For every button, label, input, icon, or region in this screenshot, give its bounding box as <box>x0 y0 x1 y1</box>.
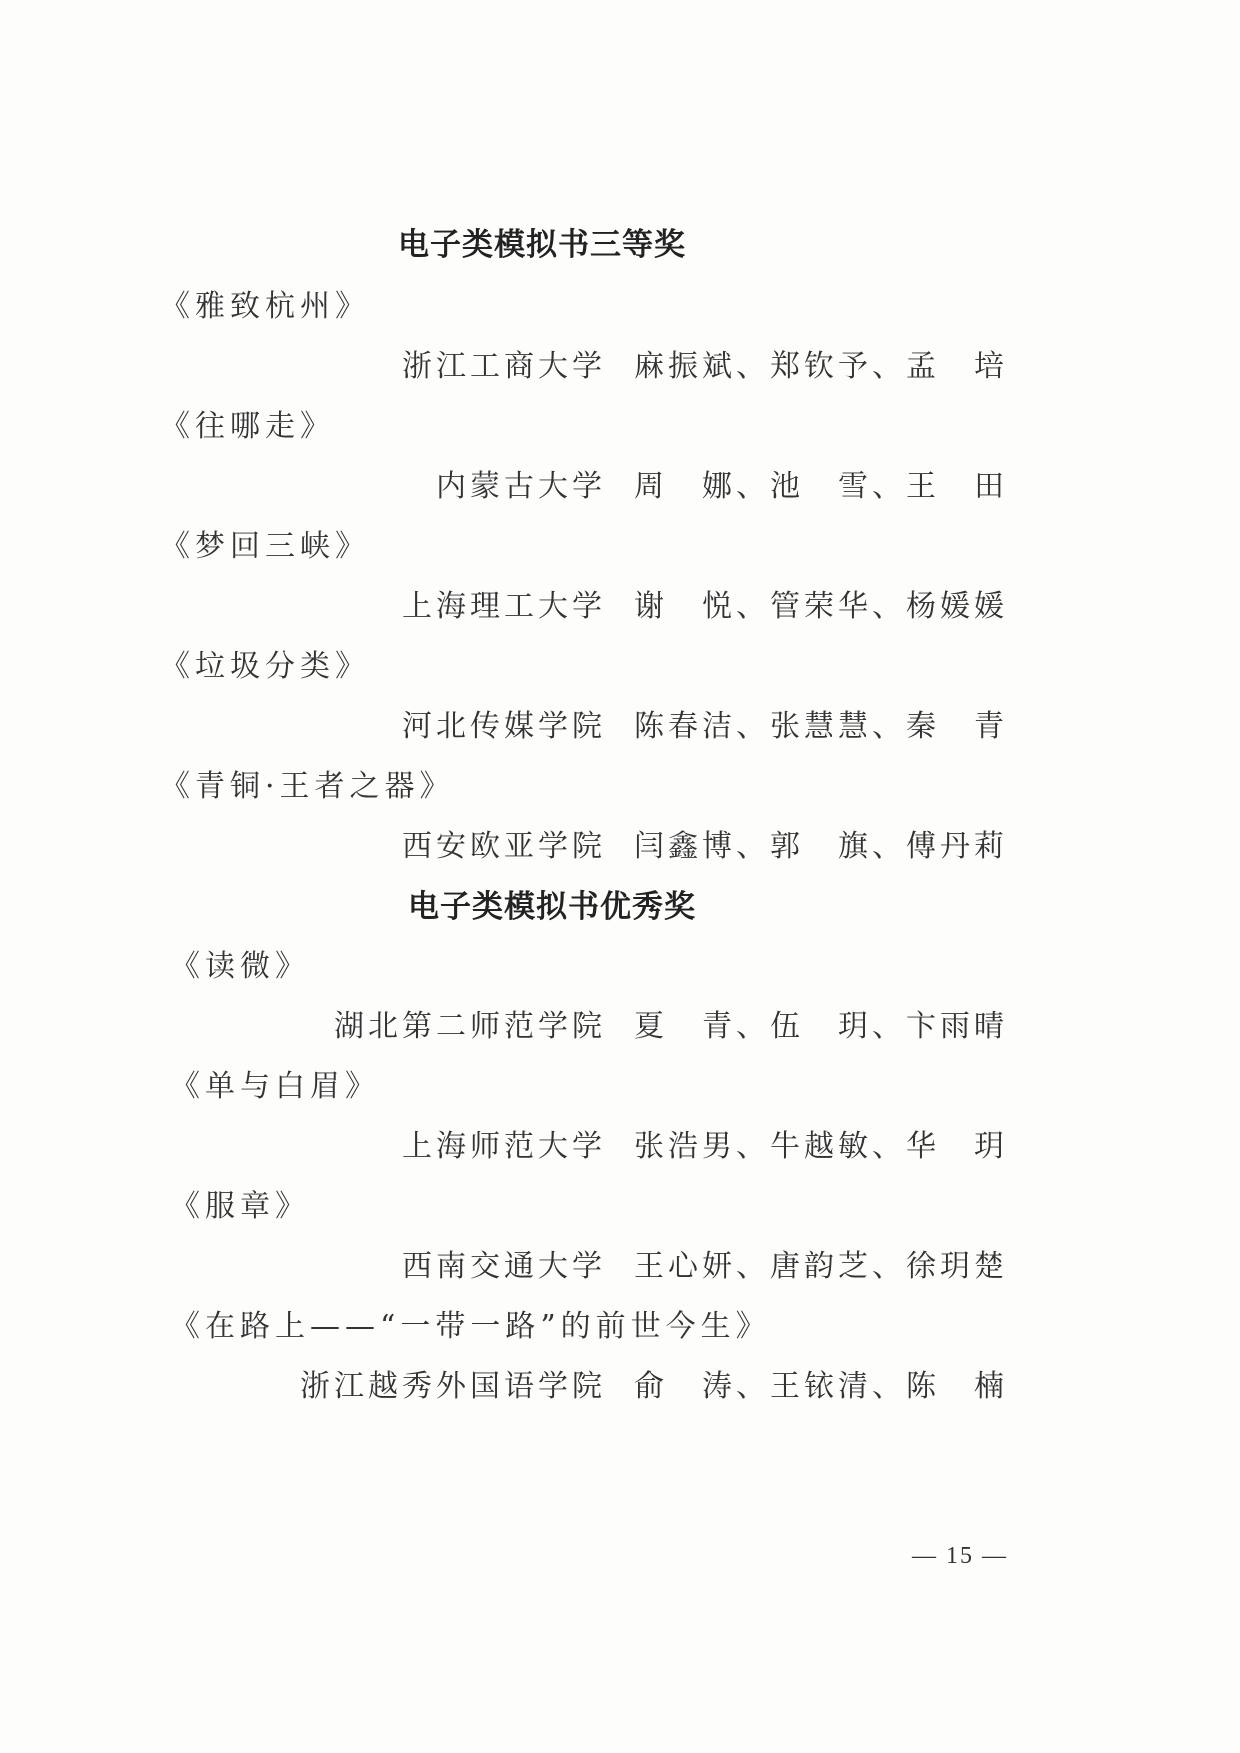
entry-authors <box>334 1001 1008 1045</box>
entry-author-names: 张浩男、牛越敏、华 玥 <box>634 1129 1008 1164</box>
entry-author-names: 夏 青、伍 玥、卞雨晴 <box>634 1009 1008 1044</box>
entry-title: 《服章》 <box>170 1189 310 1224</box>
entry-author-names: 麻振斌、郑钦予、孟 培 <box>634 349 1008 384</box>
entry-institution: 西南交通大学 <box>402 1249 606 1284</box>
entry-author-names: 王心妍、唐韵芝、徐玥楚 <box>634 1249 1008 1284</box>
entry-institution: 河北传媒学院 <box>402 709 606 744</box>
entry-title: 《梦回三峡》 <box>160 529 370 564</box>
entry-institution: 浙江越秀外国语学院 <box>300 1369 606 1404</box>
page-number: — 15 — <box>912 1543 1008 1569</box>
entry-author-names: 周 娜、池 雪、王 田 <box>634 469 1008 504</box>
entry-authors <box>402 581 1008 625</box>
entry-author-names: 闫鑫博、郭 旗、傅丹莉 <box>634 829 1008 864</box>
entry-title: 《单与白眉》 <box>170 1069 380 1104</box>
entry-authors <box>402 821 1008 865</box>
section-heading-third-prize: 电子类模拟书三等奖 <box>398 227 686 263</box>
entry-title: 《在路上——“一带一路”的前世今生》 <box>170 1309 771 1344</box>
entry-institution: 上海师范大学 <box>402 1129 606 1164</box>
entry-title: 《青铜·王者之器》 <box>160 769 455 804</box>
entry-title: 《雅致杭州》 <box>160 289 370 324</box>
entry-authors <box>402 1241 1008 1285</box>
entry-institution: 浙江工商大学 <box>402 349 606 384</box>
entry-institution: 湖北第二师范学院 <box>334 1009 606 1044</box>
entry-author-names: 俞 涛、王铱清、陈 楠 <box>634 1369 1008 1404</box>
entry-authors <box>402 701 1008 745</box>
entry-title: 《垃圾分类》 <box>160 649 370 684</box>
entry-institution: 上海理工大学 <box>402 589 606 624</box>
entry-institution: 西安欧亚学院 <box>402 829 606 864</box>
entry-authors <box>436 461 1008 505</box>
entry-title: 《读微》 <box>170 949 310 984</box>
entry-author-names: 陈春洁、张慧慧、秦 青 <box>634 709 1008 744</box>
entry-authors <box>300 1361 1008 1405</box>
section-heading-excellence-prize: 电子类模拟书优秀奖 <box>408 889 696 925</box>
entry-authors <box>402 1121 1008 1165</box>
entry-authors <box>402 341 1008 385</box>
entry-title: 《往哪走》 <box>160 409 335 444</box>
entry-institution: 内蒙古大学 <box>436 469 606 504</box>
entry-author-names: 谢 悦、管荣华、杨媛媛 <box>634 589 1008 624</box>
